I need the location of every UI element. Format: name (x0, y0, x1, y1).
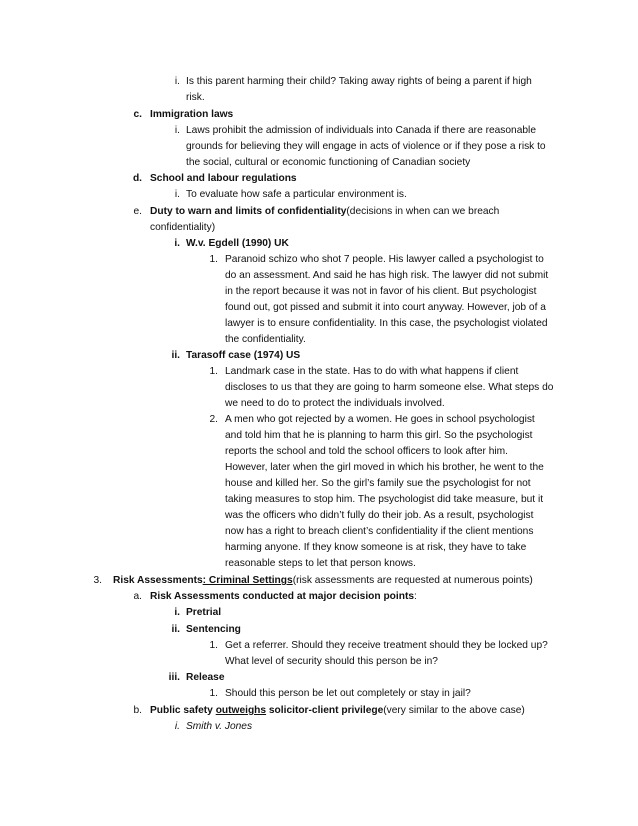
heading-text: W.v. Egdell (1990) UK (186, 238, 289, 249)
list-text: the confidentiality. (225, 334, 306, 345)
list-marker: 1. (209, 254, 218, 265)
list-text: grounds for believing they will engage in acts of violence or if they pose a risk to (186, 141, 546, 152)
heading-text: Risk Assessments (113, 575, 203, 586)
heading-text: Immigration laws (150, 109, 234, 120)
list-marker: i. (174, 125, 180, 136)
list-text: risk. (186, 92, 205, 103)
heading-note: (very similar to the above case) (383, 705, 525, 716)
heading-text: Tarasoff case (1974) US (186, 350, 301, 361)
list-marker: b. (133, 705, 142, 716)
list-marker: i. (174, 189, 180, 200)
heading-text: Sentencing (186, 624, 241, 635)
list-text: the social, cultural or economic functioning of Canadian society (186, 157, 471, 168)
list-text: What level of security should this person be in? (225, 656, 438, 667)
list-marker: i. (174, 76, 180, 87)
heading-text: Duty to warn and limits of confidentiality (150, 206, 347, 217)
list-marker: a. (133, 591, 142, 602)
list-text: in the report because it was not in favor of his client. But psychologist (225, 286, 537, 297)
list-text: To evaluate how safe a particular environment is. (186, 189, 407, 200)
list-text: reports the school and told the school officers to look after him. (225, 446, 508, 457)
list-marker: e. (133, 206, 142, 217)
heading-text: Pretrial (186, 607, 222, 618)
heading-text: Public safety (150, 705, 216, 716)
list-marker: iii. (168, 672, 180, 683)
heading-note: : (414, 591, 417, 602)
heading-text-underlined: : Criminal Settings (202, 575, 293, 586)
list-text: reasonable steps to let that person knows. (225, 558, 416, 569)
list-text: lawyer is to ensure confidentiality. In this case, the psychologist violated (225, 318, 548, 329)
list-text: now has a right to breach client’s confidentiality if the client mentions (225, 526, 534, 537)
heading-text-underlined: outweighs (215, 705, 267, 716)
list-text: Landmark case in the state. Has to do with what happens if client (225, 366, 519, 377)
heading-text: Risk Assessments conducted at major decision points (150, 591, 415, 602)
list-text: do an assessment. And said he has high risk. The lawyer did not submit (225, 270, 549, 281)
list-marker: i. (174, 607, 180, 618)
list-marker: ii. (171, 350, 180, 361)
list-text: Get a referrer. Should they receive treatment should they be locked up? (225, 640, 548, 651)
heading-note: (decisions in when can we breach (346, 206, 500, 217)
list-text: discloses to us that they are going to harm someone else. What steps do (225, 382, 554, 393)
list-text: found out, got pissed and submit it into court anyway. However, job of a (225, 302, 546, 313)
list-marker: i. (174, 238, 180, 249)
list-text: Paranoid schizo who shot 7 people. His lawyer called a psychologist to (225, 254, 544, 265)
list-marker: 2. (209, 414, 218, 425)
list-marker: d. (132, 173, 142, 184)
heading-text: School and labour regulations (150, 173, 297, 184)
list-text: Smith v. Jones (186, 721, 253, 732)
list-text: was the officers who didn’t fully do their job. As a result, psychologist (225, 510, 534, 521)
list-marker: 3. (93, 575, 102, 586)
list-marker: c. (133, 109, 142, 120)
list-text: harming anyone. If they know someone is at risk, they have to take (225, 542, 527, 553)
heading-note-continuation: confidentiality) (150, 222, 216, 233)
heading-note: (risk assessments are requested at numerous points) (292, 575, 533, 586)
list-text: and told him that he is planning to harm this girl. So the psychologist (225, 430, 533, 441)
list-marker: 1. (209, 366, 218, 377)
heading-text: solicitor-client privilege (266, 705, 384, 716)
list-marker: 1. (209, 640, 218, 651)
list-text: we need to do to protect the individuals involved. (225, 398, 445, 409)
list-marker: ii. (171, 624, 180, 635)
heading-text: Release (186, 672, 225, 683)
list-marker: i. (174, 721, 180, 732)
list-text: house and killed her. So the girl’s family sue the psychologist for not (225, 478, 531, 489)
list-text: Laws prohibit the admission of individuals into Canada if there are reasonable (186, 125, 536, 136)
list-text: Should this person be let out completely or stay in jail? (225, 688, 471, 699)
list-marker: 1. (209, 688, 218, 699)
list-text: A men who got rejected by a women. He goes in school psychologist (225, 414, 535, 425)
list-text: taking measures to stop him. The psychologist did take measure, but it (225, 494, 544, 505)
list-text: However, later when the girl moved in which his brother, he went to the (225, 462, 544, 473)
list-text: Is this parent harming their child? Taking away rights of being a parent if high (186, 76, 532, 87)
